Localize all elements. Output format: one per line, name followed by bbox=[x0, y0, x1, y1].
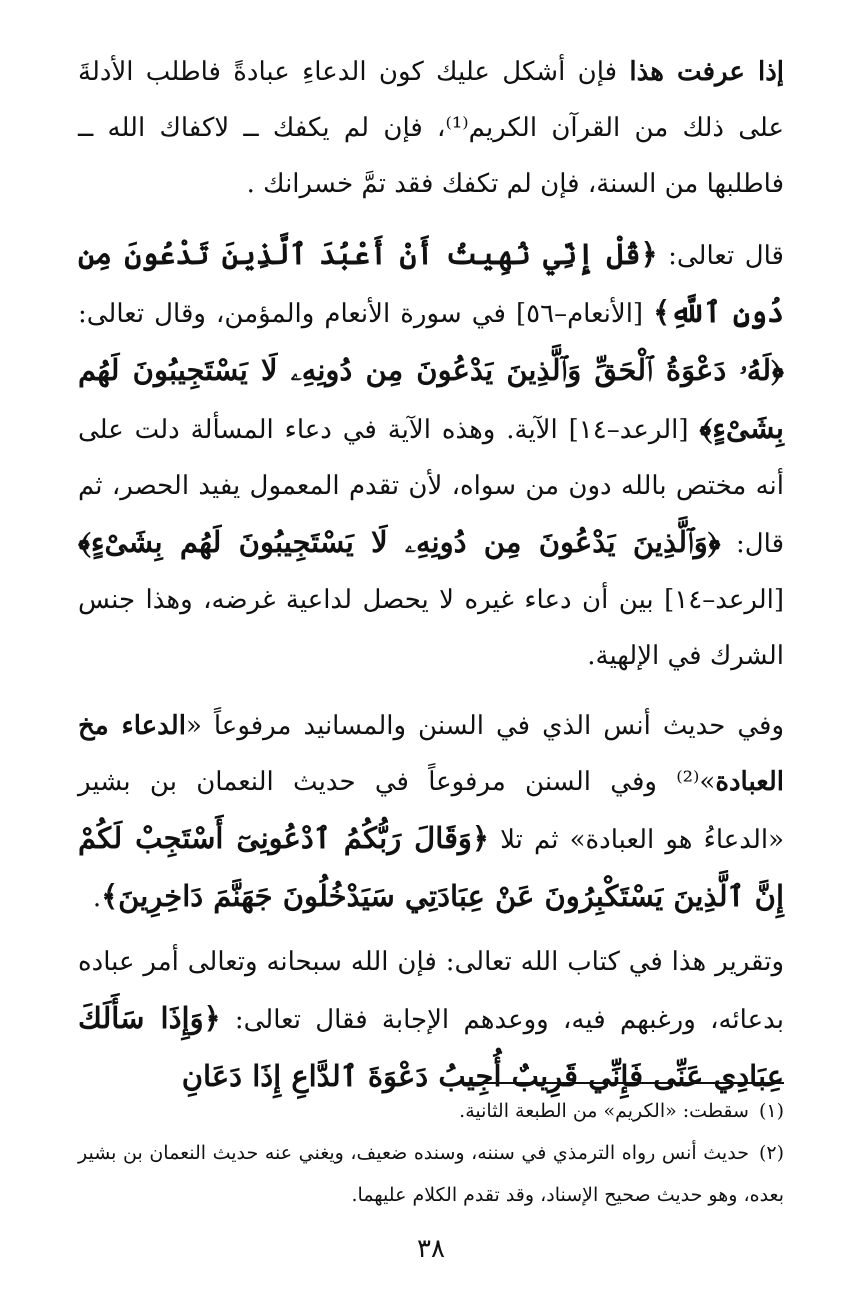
paragraph-text: »⁽²⁾ وفي السنن مرفوعاً في حديث النعمان بن بشير «الدعاءُ هو العبادة» ثم تلا bbox=[78, 767, 784, 855]
quran-verse: ﴿وَإِذَا سَأَلَكَ عِبَادِي عَنِّى فَإِنِّي قَرِيبٌ أُجِيبُ دَعْوَةَ ٱلدَّاعِ إِذَا دَعَانِ bbox=[78, 1001, 784, 1093]
quran-verse: ﴿وَقَالَ رَبُّكُمُ ٱدْعُونِىٓ أَسْتَجِبْ لَكُمْ إِنَّ ٱلَّذِينَ يَسْتَكْبِرُونَ عَنْ عِبَادَتِي سَيَدْخُلُونَ جَهَنَّمَ دَاخِرِينَ﴾ bbox=[78, 821, 784, 913]
hadith-quote: الدعاء مخ العبادة bbox=[78, 711, 784, 797]
footnote-text: سقطت: «الكريم» من الطبعة الثانية. bbox=[459, 1100, 749, 1122]
footnote-text: حديث أنس رواه الترمذي في سننه، وسنده ضعيف، ويغني عنه حديث النعمان بن بشير بعده، وهو حديث صحيح الإسناد، وقد تقدم الكلام عليهما. bbox=[78, 1142, 784, 1206]
book-page bbox=[78, 44, 784, 1309]
quran-verse: ﴿وَٱلَّذِينَ يَدْعُونَ مِن دُونِهِۦ لَا يَسْتَجِيبُونَ لَهُم بِشَىْءٍ﴾ bbox=[78, 525, 721, 559]
lead-phrase: إذا عرفت هذا bbox=[629, 57, 784, 87]
paragraph-4 bbox=[78, 934, 784, 1106]
page-number: ٣٨ bbox=[417, 1234, 445, 1264]
paragraph-text: وفي حديث أنس الذي في السنن والمسانيد مرفوعاً « bbox=[185, 711, 785, 741]
paragraph-1 bbox=[78, 44, 784, 212]
footnote-number: (٢) bbox=[758, 1142, 784, 1164]
paragraph-text: وتقرير هذا في كتاب الله تعالى: فإن الله سبحانه وتعالى أمر عباده بدعائه، ورغبهم فيه، ووعدهم الإجابة فقال تعالى: bbox=[78, 947, 784, 1035]
quran-verse: ﴿لَهُۥ دَعْوَةُ ٱلْحَقِّ وَٱلَّذِينَ يَدْعُونَ مِن دُونِهِۦ لَا يَسْتَجِيبُونَ لَهُم بِشَىْءٍ﴾ bbox=[78, 353, 784, 445]
paragraph-text: [الرعد–١٤] الآية. وهذه الآية في دعاء المسألة دلت على أنه مختص بالله دون من سواه، لأن تقدم المعمول يفيد الحصر، ثم قال: bbox=[78, 415, 784, 559]
quran-verse: ﴿قُلْ إِنِّي نُهِيتُ أَنْ أَعْبُدَ ٱلَّذِينَ تَدْعُونَ مِن دُونِ ٱللَّهِ﴾ bbox=[78, 237, 785, 329]
paragraph-text: فإن أشكل عليك كون الدعاءِ عبادةً فاطلب الأدلةَ على ذلك من القرآن الكريم⁽¹⁾، فإن لم يكفك ــ لاكفاك الله ــ فاطلبها من السنة، فإن لم تكفك فقد تمَّ خسرانك . bbox=[78, 57, 784, 199]
paragraph-text: [الأنعام–٥٦] في سورة الأنعام والمؤمن، وقال تعالى: bbox=[78, 299, 654, 329]
paragraph-text: [الرعد–١٤] بين أن دعاء غيره لا يحصل لداعية غرضه، وهذا جنس الشرك في الإلهية. bbox=[78, 585, 784, 671]
footnote-divider bbox=[464, 1082, 784, 1084]
paragraph-text: قال تعالى: bbox=[657, 241, 784, 271]
footnote-number: (١) bbox=[758, 1100, 784, 1122]
footnotes bbox=[78, 1090, 784, 1216]
paragraph-3 bbox=[78, 698, 784, 926]
footnote-2 bbox=[78, 1132, 784, 1216]
paragraph-2 bbox=[78, 226, 784, 684]
footnote-1 bbox=[78, 1090, 784, 1132]
paragraph-text: . bbox=[92, 883, 102, 913]
